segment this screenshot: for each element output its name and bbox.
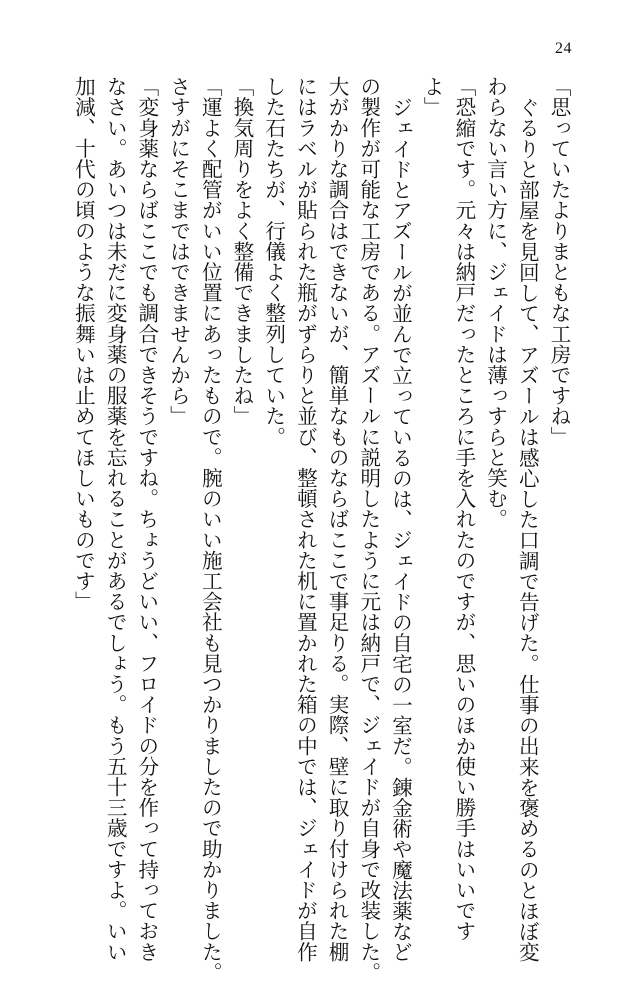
text-line: 「運よく配管がいい位置にあったもので。腕のいい施工会社も見つかりましたので助かりました。 <box>198 76 223 982</box>
text-line: 加減、十代の頃のような振舞いは止めてほしいものです」 <box>71 76 96 612</box>
text-line: 「恐縮です。元々は納戸だったところに手を入れたのですが、思いのほか使い勝手はいいです <box>451 76 476 942</box>
text-line: の製作が可能な工房である。アズールに説明したように元は納戸で、ジェイドが自身で改装した。 <box>356 76 381 982</box>
text-line: よ」 <box>420 76 445 118</box>
text-line: さすがにそこまではできませんから」 <box>166 76 191 427</box>
text-line: なさい。あいつは未だに変身薬の服薬を忘れることがあるでしょう。もう五十三歳ですよ。いい <box>103 76 128 962</box>
text-line: ぐるりと部屋を見回して、アズールは感心した口調で告げた。仕事の出来を褒めるのとほぼ変 <box>515 96 540 962</box>
text-line: ジェイドとアズールが並んで立っているのは、ジェイドの自宅の一室だ。錬金術や魔法薬など <box>388 96 413 962</box>
page-number: 24 <box>555 40 572 57</box>
text-line: 「変身薬ならばここでも調合できそうですね。ちょうどいい、フロイドの分を作って持っておき <box>134 76 159 962</box>
text-line: 「思っていたよりまともな工房ですね」 <box>547 76 571 447</box>
text-line: にはラベルが貼られた瓶がずらりと並び、整頓された机に置かれた箱の中では、ジェイドが自作 <box>293 76 318 962</box>
text-line: わらない言い方に、ジェイドは薄っすらと笑む。 <box>483 76 508 530</box>
text-line: 「換気周りをよく整備できましたね」 <box>229 76 254 427</box>
text-line: した石たちが、行儀よく整列していた。 <box>261 76 286 447</box>
text-line: 大がかりな調合はできないが、簡単なものならばここで事足りる。実際、壁に取り付けられた棚 <box>325 76 350 962</box>
novel-text-body <box>54 76 574 982</box>
